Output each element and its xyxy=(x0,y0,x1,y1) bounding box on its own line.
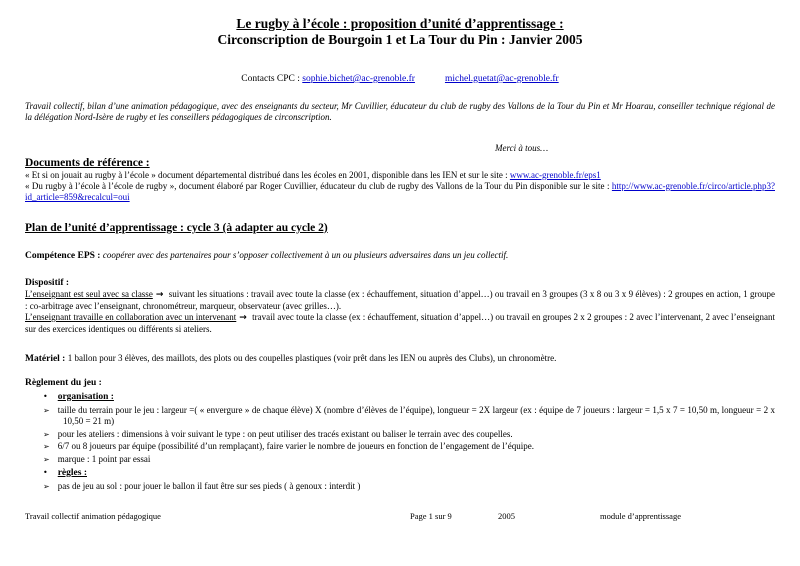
competence-line xyxy=(25,250,775,262)
dispositif-case-1-lead: L’enseignant est seul avec sa classe xyxy=(25,289,153,299)
regles-item xyxy=(25,481,775,493)
reference-1-link[interactable]: www.ac-grenoble.fr/eps1 xyxy=(509,170,601,180)
plan-heading: Plan de l’unité d’apprentissage : cycle 3 (à adapter au cycle 2) xyxy=(25,222,328,234)
organisation-item xyxy=(25,441,775,453)
regles-item-text: pas de jeu au sol : pour jouer le ballon il faut être sur ses pieds ( à genoux : interdit ) xyxy=(57,480,361,491)
organisation-item-text: marque : 1 point par essai xyxy=(57,453,151,464)
reference-1-text: « Et si on jouait au rugby à l’école » document départemental distribué dans les écoles en 2001, disponible dans les IEN et sur le site : xyxy=(25,170,510,180)
reference-2-text: « Du rugby à l’école à l’école de rugby », document élaboré par Roger Cuvillier, éducateur du club de rugby des Vallons de la Tour du Pin disponible sur le site : xyxy=(25,181,612,191)
dispositif-case-2-text: travail avec toute la classe (ex : échauffement, situation d’appel…) ou travail en groupes 2 x 2 groupes : 2 avec l’intervenant, 2 avec l’enseignant sur des exercices identiques ou différents si ateliers. xyxy=(25,312,775,334)
footer-page-number: Page 1 sur 9 xyxy=(410,511,452,521)
arrowhead-icon: ➢ xyxy=(43,429,50,439)
contacts-label: Contacts CPC : xyxy=(241,74,303,84)
reference-2-link[interactable]: http://www.ac-grenoble.fr/circo/article.php3?id_article=859&recalcul=oui xyxy=(25,181,775,202)
right-arrow-icon: → xyxy=(239,313,247,323)
dispositif-case-1 xyxy=(25,289,775,312)
competence-label: Compétence EPS : xyxy=(25,251,103,261)
organisation-bullet-line xyxy=(25,391,775,404)
thanks-line: Merci à tous… xyxy=(495,143,549,153)
dispositif-heading: Dispositif : xyxy=(25,278,70,288)
bullet-icon: • xyxy=(43,392,48,401)
organisation-label: organisation : xyxy=(57,392,114,402)
right-arrow-icon: → xyxy=(155,290,164,300)
dispositif-case-2-lead: L’enseignant travaille en collaboration avec un intervenant xyxy=(25,312,237,322)
organisation-item xyxy=(25,454,775,466)
document-title-line2: Circonscription de Bourgoin 1 et La Tour du Pin : Janvier 2005 xyxy=(217,32,583,47)
regles-bullet-line xyxy=(25,467,775,480)
reference-item-2 xyxy=(25,181,775,203)
organisation-item-text: pour les ateliers : dimensions à voir suivant le type : on peut utiliser des tracés existant ou baliser le terrain avec des coupelles. xyxy=(57,428,513,439)
footer-right-text: module d’apprentissage xyxy=(600,511,681,521)
dispositif-case-1-text: suivant les situations : travail avec toute la classe (ex : échauffement, situation d’appel…) ou travail en 3 groupes (3 x 8 ou 3 x 9 élèves) : 2 groupes en action, 1 groupe : co-arbitrage avec l’enseignant, chronométreur, marqueur, observateur (avec grilles…). xyxy=(25,289,775,311)
contact-email-link-2[interactable]: michel.guetat@ac-grenoble.fr xyxy=(444,74,559,84)
regles-label: règles : xyxy=(57,468,87,478)
contact-email-link-1[interactable]: sophie.bichet@ac-grenoble.fr xyxy=(302,74,415,84)
reglement-heading: Règlement du jeu : xyxy=(25,378,102,388)
materiel-line xyxy=(25,353,775,365)
arrowhead-icon: ➢ xyxy=(43,405,50,415)
materiel-text: 1 ballon pour 3 élèves, des maillots, des plots ou des coupelles plastiques (voir prêt dans les IEN ou auprès des Clubs), un chronomètre. xyxy=(67,353,557,363)
document-title xyxy=(25,16,775,48)
materiel-label: Matériel : xyxy=(25,354,68,364)
dispositif-case-2 xyxy=(25,312,775,335)
footer-year: 2005 xyxy=(498,511,515,521)
organisation-item-text: taille du terrain pour le jeu : largeur =( « envergure » de chaque élève) X (nombre d’élèves de l’équipe), longueur = 2X largeur (ex : équipe de 7 joueurs : largeur = 1,5 x 7 = 10,50 m, longueur = 2 x 10,50 = 21 m) xyxy=(57,404,775,426)
bullet-icon: • xyxy=(43,468,48,477)
organisation-item-text: 6/7 ou 8 joueurs par équipe (possibilité d’un remplaçant), faire varier le nombre de joueurs en fonction de l’engagement de l’équipe. xyxy=(57,441,535,451)
references-heading: Documents de référence : xyxy=(25,157,150,169)
organisation-item xyxy=(25,405,775,428)
arrowhead-icon: ➢ xyxy=(43,481,50,491)
footer-left-text: Travail collectif animation pédagogique xyxy=(25,511,161,521)
organisation-item xyxy=(25,429,775,441)
intro-paragraph: Travail collectif, bilan d’une animation pédagogique, avec des enseignants du secteur, Mr Cuvillier, éducateur du club de rugby des Vallons de la Tour du Pin et Mr Hoarau, conseiller technique régional de la délégation Nord-Isère de rugby et les conseillers pédagogiques de circonscription. xyxy=(25,101,775,122)
arrowhead-icon: ➢ xyxy=(43,442,50,451)
contacts-line xyxy=(25,74,775,85)
reference-item-1 xyxy=(25,170,775,181)
competence-text: coopérer avec des partenaires pour s’opposer collectivement à un ou plusieurs adversaires dans un jeu collectif. xyxy=(102,250,509,260)
arrowhead-icon: ➢ xyxy=(43,454,50,464)
document-title-line1: Le rugby à l’école : proposition d’unité d’apprentissage : xyxy=(236,16,564,31)
